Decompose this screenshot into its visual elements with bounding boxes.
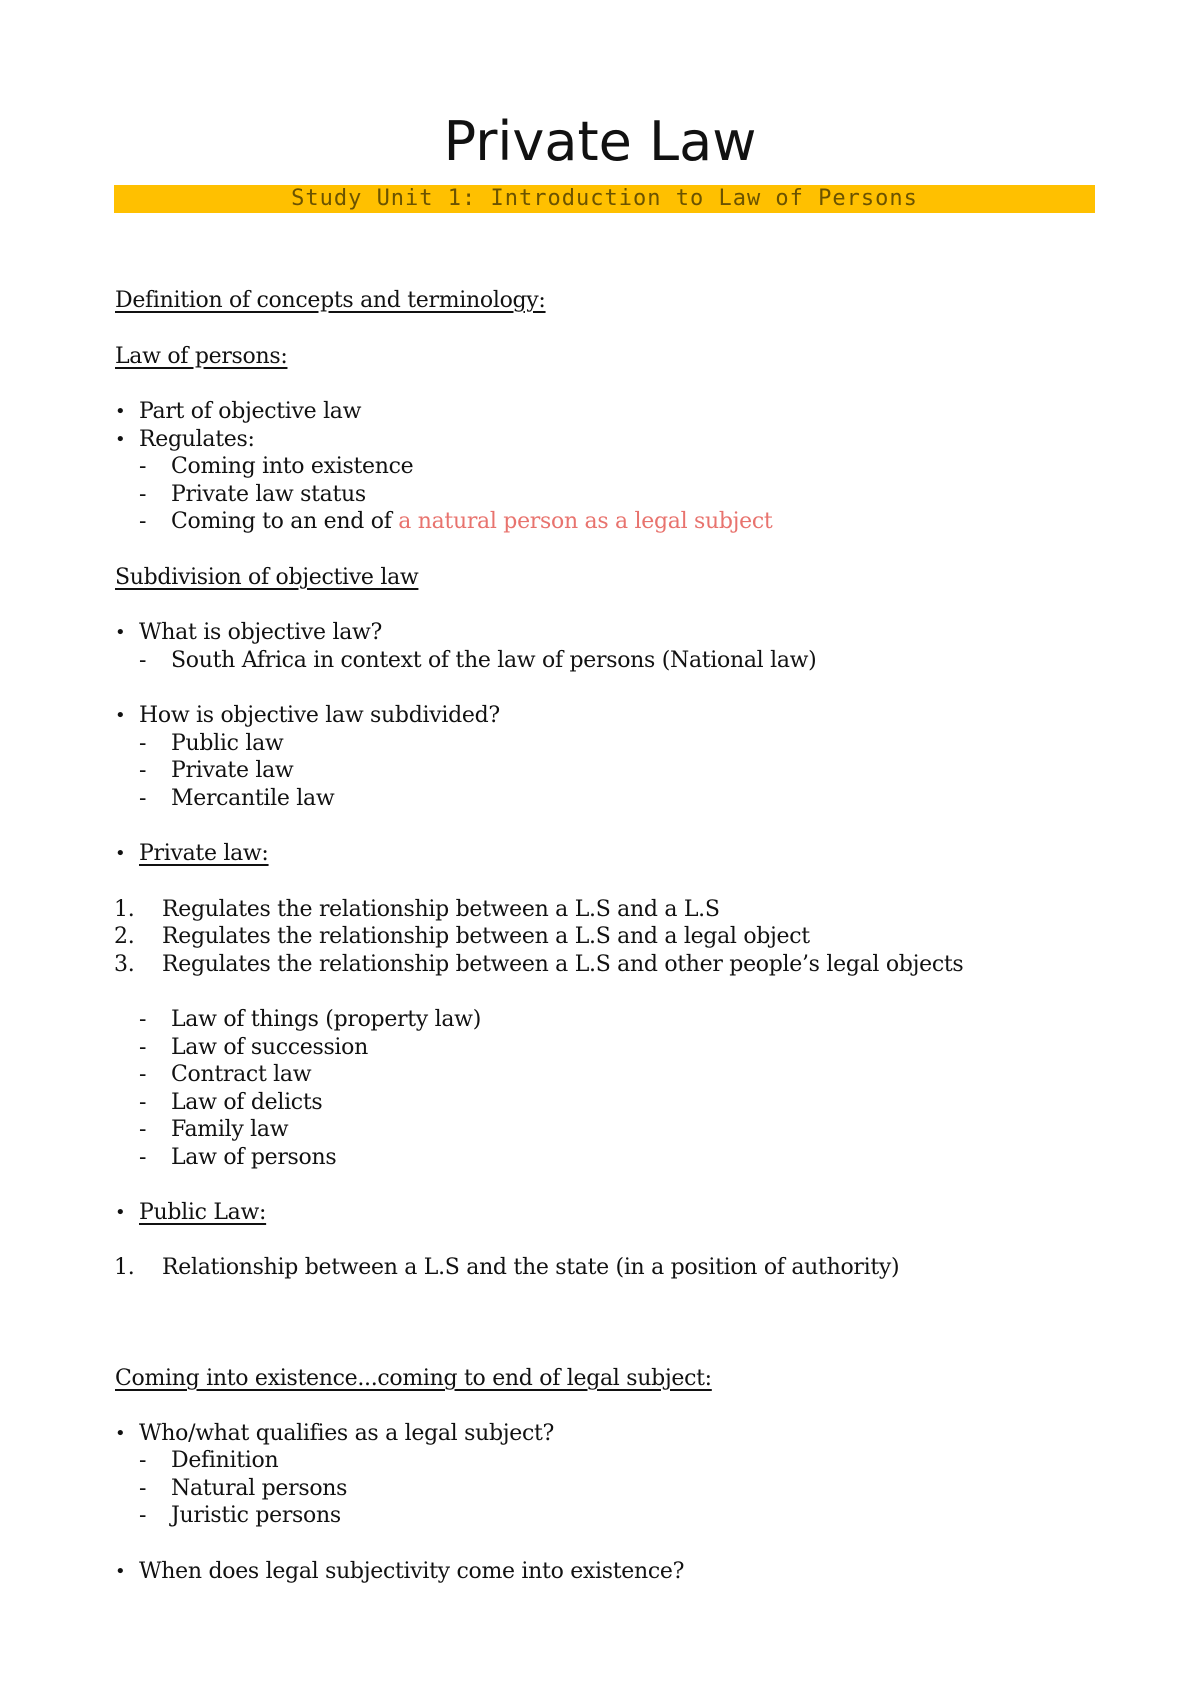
sub-list-item: Definition [171, 1448, 279, 1473]
definition-heading: Definition of concepts and terminology: [115, 288, 546, 313]
bullet-icon: • [115, 1202, 126, 1223]
dash-icon: - [139, 648, 147, 673]
bullet-icon: • [115, 622, 126, 643]
numbered-item: Regulates the relationship between a L.S and other people’s legal objects [162, 952, 964, 977]
dash-icon: - [139, 786, 147, 811]
bullet-icon: • [115, 843, 126, 864]
list-item: What is objective law? [139, 620, 383, 645]
sub-list-item: Law of persons [171, 1145, 337, 1170]
list-number: 3. [114, 952, 135, 977]
sub-list-item: Law of delicts [171, 1090, 323, 1115]
bullet-icon: • [115, 401, 126, 422]
bullet-icon: • [115, 1561, 126, 1582]
sub-list-item [171, 508, 772, 536]
list-item: Regulates: [139, 427, 255, 452]
dash-icon: - [139, 731, 147, 756]
sub-list-item: Family law [171, 1117, 289, 1142]
list-number: 2. [114, 924, 135, 949]
list-item: Part of objective law [139, 399, 362, 424]
sub-list-item: Private law status [171, 482, 366, 507]
dash-icon: - [139, 758, 147, 783]
dash-icon: - [139, 1476, 147, 1501]
dash-icon: - [139, 482, 147, 507]
numbered-item: Regulates the relationship between a L.S and a L.S [162, 897, 720, 922]
dash-icon: - [139, 1503, 147, 1528]
dash-icon: - [139, 509, 147, 534]
existence-heading: Coming into existence...coming to end of legal subject: [115, 1366, 712, 1391]
sub-list-item: Law of succession [171, 1035, 368, 1060]
sub-list-item: Coming into existence [171, 454, 414, 479]
numbered-item: Regulates the relationship between a L.S and a legal object [162, 924, 810, 949]
numbered-item: Relationship between a L.S and the state (in a position of authority) [162, 1255, 900, 1280]
list-number: 1. [114, 1255, 135, 1280]
sub-list-item: Public law [171, 731, 284, 756]
bullet-icon: • [115, 1423, 126, 1444]
dash-icon: - [139, 1035, 147, 1060]
bullet-icon: • [115, 429, 126, 450]
dash-icon: - [139, 1448, 147, 1473]
bullet-icon: • [115, 705, 126, 726]
sub-list-item: Mercantile law [171, 786, 335, 811]
dash-icon: - [139, 454, 147, 479]
sub-list-item: Private law [171, 758, 294, 783]
dash-icon: - [139, 1145, 147, 1170]
sub-list-item: South Africa in context of the law of persons (National law) [171, 648, 817, 673]
dash-icon: - [139, 1007, 147, 1032]
sub-list-item-text: Coming to an end of [171, 509, 399, 534]
list-item: Who/what qualifies as a legal subject? [139, 1421, 555, 1446]
list-item: When does legal subjectivity come into existence? [139, 1559, 685, 1584]
public-law-heading: Public Law: [139, 1200, 267, 1225]
dash-icon: - [139, 1062, 147, 1087]
highlighted-text: a natural person as a legal subject [398, 509, 773, 534]
sub-list-item: Juristic persons [171, 1503, 341, 1528]
sub-list-item: Law of things (property law) [171, 1007, 481, 1032]
document-title: Private Law [443, 110, 757, 173]
sub-list-item: Natural persons [171, 1476, 348, 1501]
dash-icon: - [139, 1090, 147, 1115]
list-item: How is objective law subdivided? [139, 703, 500, 728]
subdivision-heading: Subdivision of objective law [115, 565, 419, 590]
list-number: 1. [114, 897, 135, 922]
subtitle-banner: Study Unit 1: Introduction to Law of Persons [114, 185, 1095, 213]
dash-icon: - [139, 1117, 147, 1142]
sub-list-item: Contract law [171, 1062, 312, 1087]
private-law-heading: Private law: [139, 841, 269, 866]
law-of-persons-heading: Law of persons: [115, 344, 288, 369]
